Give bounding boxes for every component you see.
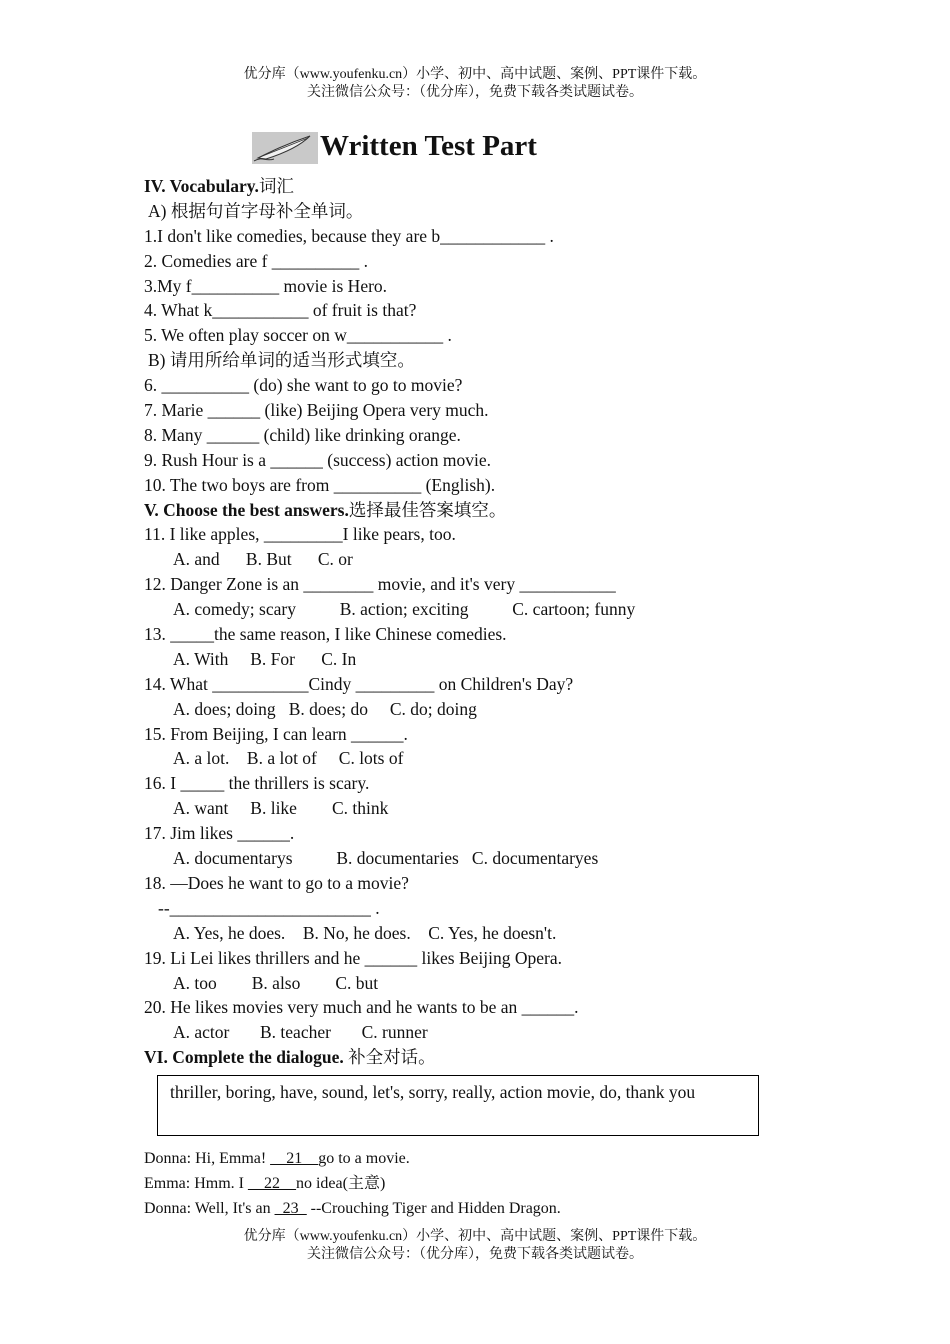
question-5: 5. We often play soccer on w___________ . — [144, 325, 452, 346]
question-6: 6. __________ (do) she want to go to movie? — [144, 375, 463, 396]
question-1: 1.I don't like comedies, because they are b____________ . — [144, 225, 554, 246]
question-10: 10. The two boys are from __________ (English). — [144, 474, 496, 495]
options-16: A. want B. like C. think — [173, 798, 389, 819]
blank-23: _23_ — [274, 1200, 307, 1217]
word-bank-box — [157, 1075, 759, 1136]
blank-22: __22__ — [247, 1175, 296, 1192]
question-16: 16. I _____ the thrillers is scary. — [144, 773, 370, 794]
title-block — [252, 124, 537, 164]
blank-21: __21__ — [270, 1150, 319, 1167]
question-7: 7. Marie ______ (like) Beijing Opera very much. — [144, 400, 489, 421]
dialogue-line-3: Donna: Well, It's an _23_ --Crouching Tiger and Hidden Dragon. — [144, 1200, 561, 1217]
question-9: 9. Rush Hour is a ______ (success) action movie. — [144, 449, 492, 470]
section-iv-heading: IV. Vocabulary.词汇 — [144, 176, 294, 196]
question-18: 18. —Does he want to go to a movie? — [144, 872, 409, 893]
question-3: 3.My f__________ movie is Hero. — [144, 275, 388, 296]
header-line-2: 关注微信公众号：（优分库），免费下载各类试题试卷。 — [307, 85, 643, 100]
question-11: 11. I like apples, _________I like pears, too. — [144, 524, 456, 545]
section-vi-heading: VI. Complete the dialogue. 补全对话。 — [144, 1047, 436, 1068]
quill-pen-icon — [252, 132, 318, 164]
section-iv-a-instruction: A) 根据句首字母补全单词。 — [148, 200, 364, 221]
options-12: A. comedy; scary B. action; exciting C. cartoon; funny — [173, 599, 636, 620]
question-17: 17. Jim likes ______. — [144, 823, 295, 844]
question-18-answer-line: --_______________________ . — [158, 897, 380, 918]
question-8: 8. Many ______ (child) like drinking orange. — [144, 424, 461, 445]
options-15: A. a lot. B. a lot of C. lots of — [173, 748, 404, 769]
question-20: 20. He likes movies very much and he wants to be an ______. — [144, 997, 579, 1018]
question-4: 4. What k___________ of fruit is that? — [144, 300, 417, 321]
word-bank-text: thriller, boring, have, sound, let's, sorry, really, action movie, do, thank you — [170, 1082, 696, 1102]
question-19: 19. Li Lei likes thrillers and he ______ likes Beijing Opera. — [144, 947, 562, 968]
header-line-1: 优分库（www.youfenku.cn）小学、初中、高中试题、案例、PPT课件下载。 — [243, 67, 707, 82]
section-iv-b-instruction: B) 请用所给单词的适当形式填空。 — [148, 350, 415, 371]
footer-line-1: 优分库（www.youfenku.cn）小学、初中、高中试题、案例、PPT课件下载。 — [243, 1229, 707, 1244]
dialogue-line-1: Donna: Hi, Emma! __21__go to a movie. — [144, 1150, 410, 1167]
question-2: 2. Comedies are f __________ . — [144, 250, 369, 271]
page-header — [0, 66, 950, 102]
question-13: 13. _____the same reason, I like Chinese comedies. — [144, 624, 507, 645]
options-11: A. and B. But C. or — [173, 549, 353, 570]
options-14: A. does; doing B. does; do C. do; doing — [173, 698, 477, 719]
dialogue-line-2: Emma: Hmm. I __22__no idea(主意) — [144, 1175, 386, 1192]
options-20: A. actor B. teacher C. runner — [173, 1022, 428, 1043]
options-17: A. documentarys B. documentaries C. documentaryes — [173, 848, 599, 869]
page-footer — [0, 1228, 950, 1264]
page-title: Written Test Part — [320, 130, 537, 162]
dialogue — [144, 1146, 561, 1221]
question-14: 14. What ___________Cindy _________ on Children's Day? — [144, 673, 574, 694]
options-13: A. With B. For C. In — [173, 648, 357, 669]
question-12: 12. Danger Zone is an ________ movie, and it's very ___________ — [144, 574, 616, 595]
footer-line-2: 关注微信公众号：（优分库），免费下载各类试题试卷。 — [307, 1247, 643, 1262]
question-15: 15. From Beijing, I can learn ______. — [144, 723, 408, 744]
test-content — [144, 174, 784, 1070]
section-v-heading: V. Choose the best answers.选择最佳答案填空。 — [144, 499, 507, 520]
options-18: A. Yes, he does. B. No, he does. C. Yes, he doesn't. — [173, 922, 557, 943]
options-19: A. too B. also C. but — [173, 972, 379, 993]
